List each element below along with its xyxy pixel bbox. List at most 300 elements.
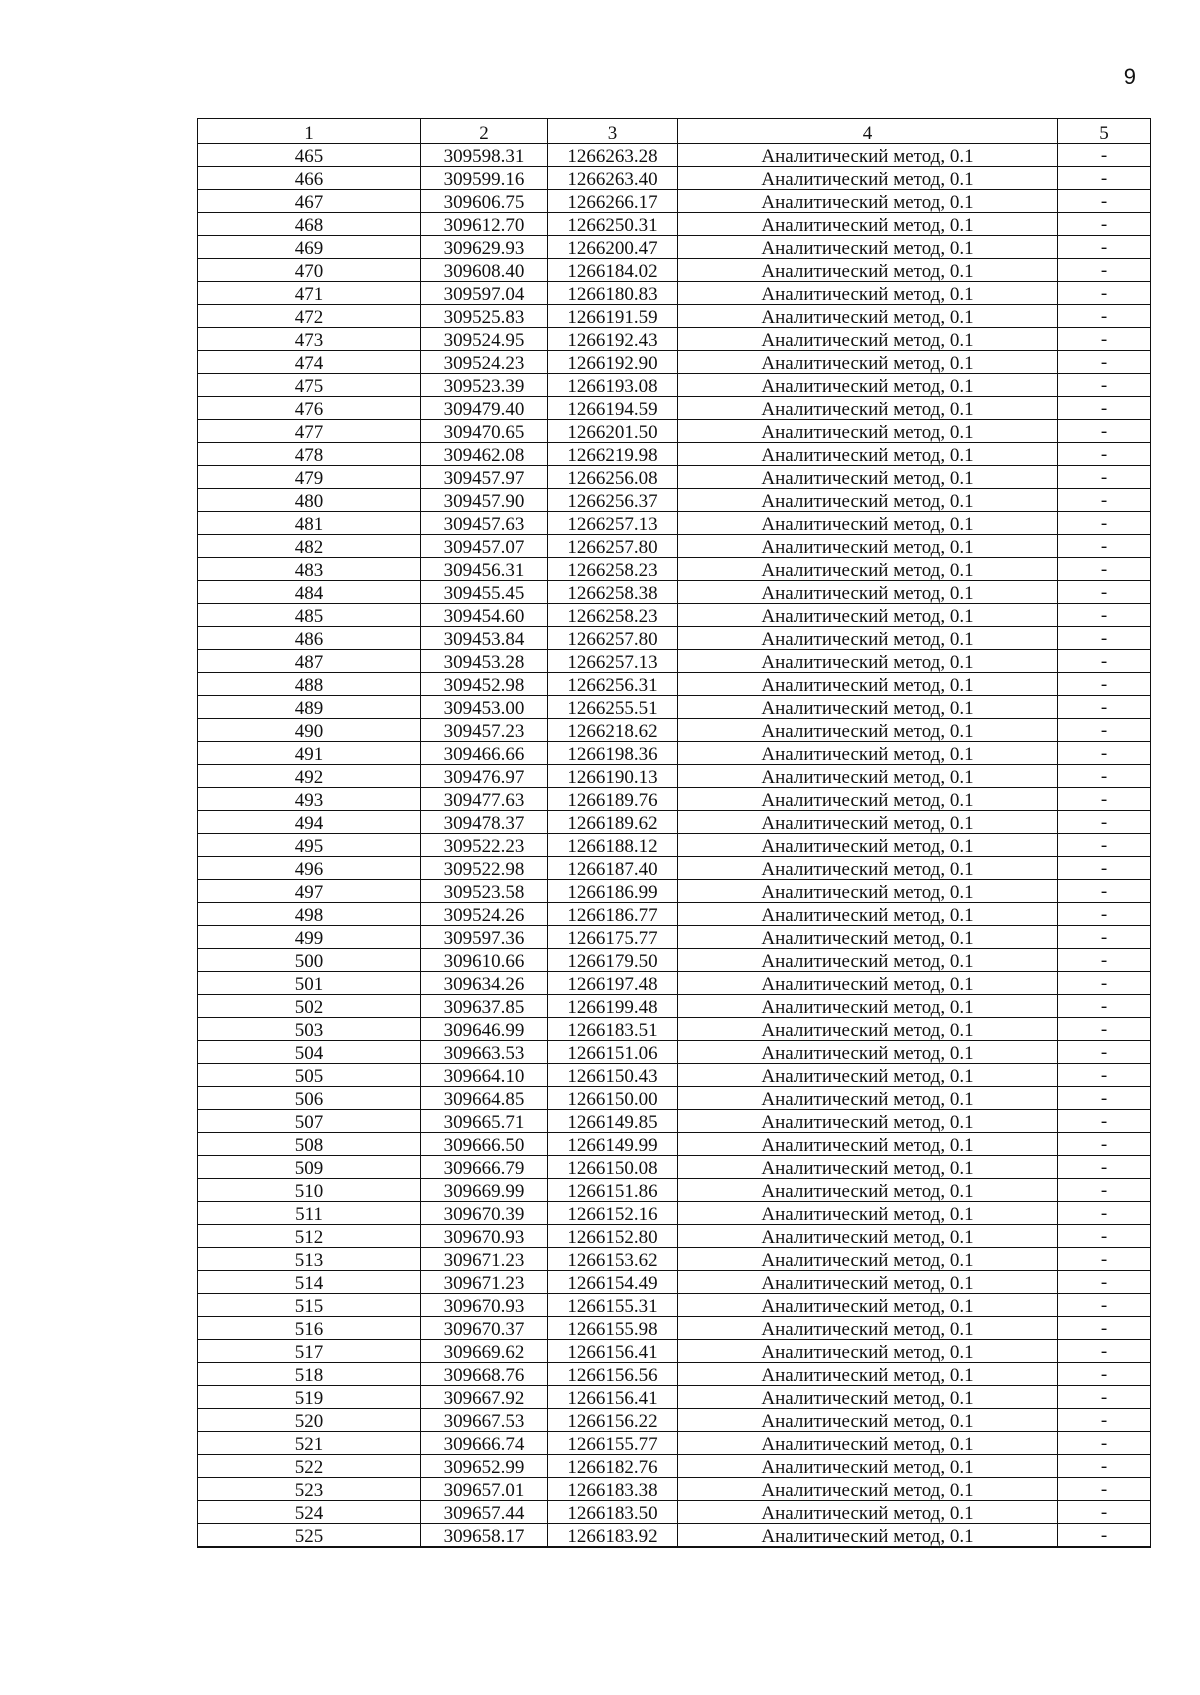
point-number-cell: 519 <box>198 1386 421 1409</box>
table-row <box>198 1294 1151 1317</box>
table-row <box>198 696 1151 719</box>
x-coordinate-cell: 309597.36 <box>421 926 548 949</box>
point-number-cell: 488 <box>198 673 421 696</box>
point-number-cell: 504 <box>198 1041 421 1064</box>
point-number-cell: 467 <box>198 190 421 213</box>
x-coordinate-cell: 309477.63 <box>421 788 548 811</box>
note-cell: - <box>1058 328 1151 351</box>
note-cell: - <box>1058 1248 1151 1271</box>
point-number-cell: 474 <box>198 351 421 374</box>
y-coordinate-cell: 1266183.51 <box>548 1018 678 1041</box>
coordinates-table <box>197 118 1151 1548</box>
point-number-cell: 499 <box>198 926 421 949</box>
x-coordinate-cell: 309670.37 <box>421 1317 548 1340</box>
point-number-cell: 482 <box>198 535 421 558</box>
y-coordinate-cell: 1266258.23 <box>548 558 678 581</box>
method-cell: Аналитический метод, 0.1 <box>678 443 1058 466</box>
point-number-cell: 508 <box>198 1133 421 1156</box>
y-coordinate-cell: 1266183.92 <box>548 1524 678 1548</box>
y-coordinate-cell: 1266154.49 <box>548 1271 678 1294</box>
note-cell: - <box>1058 857 1151 880</box>
table-row <box>198 558 1151 581</box>
y-coordinate-cell: 1266263.40 <box>548 167 678 190</box>
note-cell: - <box>1058 1110 1151 1133</box>
note-cell: - <box>1058 374 1151 397</box>
method-cell: Аналитический метод, 0.1 <box>678 834 1058 857</box>
method-cell: Аналитический метод, 0.1 <box>678 1294 1058 1317</box>
method-cell: Аналитический метод, 0.1 <box>678 1064 1058 1087</box>
point-number-cell: 466 <box>198 167 421 190</box>
x-coordinate-cell: 309608.40 <box>421 259 548 282</box>
x-coordinate-cell: 309457.07 <box>421 535 548 558</box>
y-coordinate-cell: 1266190.13 <box>548 765 678 788</box>
method-cell: Аналитический метод, 0.1 <box>678 949 1058 972</box>
x-coordinate-cell: 309524.26 <box>421 903 548 926</box>
table-row <box>198 420 1151 443</box>
header-cell-3: 3 <box>548 119 678 144</box>
point-number-cell: 470 <box>198 259 421 282</box>
method-cell: Аналитический метод, 0.1 <box>678 880 1058 903</box>
point-number-cell: 485 <box>198 604 421 627</box>
x-coordinate-cell: 309658.17 <box>421 1524 548 1548</box>
y-coordinate-cell: 1266156.41 <box>548 1340 678 1363</box>
x-coordinate-cell: 309457.90 <box>421 489 548 512</box>
y-coordinate-cell: 1266257.13 <box>548 512 678 535</box>
point-number-cell: 472 <box>198 305 421 328</box>
method-cell: Аналитический метод, 0.1 <box>678 1156 1058 1179</box>
method-cell: Аналитический метод, 0.1 <box>678 1248 1058 1271</box>
header-row <box>198 119 1151 144</box>
x-coordinate-cell: 309457.63 <box>421 512 548 535</box>
table-row <box>198 1110 1151 1133</box>
x-coordinate-cell: 309663.53 <box>421 1041 548 1064</box>
method-cell: Аналитический метод, 0.1 <box>678 1317 1058 1340</box>
table-row <box>198 1501 1151 1524</box>
point-number-cell: 475 <box>198 374 421 397</box>
x-coordinate-cell: 309599.16 <box>421 167 548 190</box>
x-coordinate-cell: 309612.70 <box>421 213 548 236</box>
note-cell: - <box>1058 466 1151 489</box>
header-cell-4: 4 <box>678 119 1058 144</box>
method-cell: Аналитический метод, 0.1 <box>678 1087 1058 1110</box>
point-number-cell: 492 <box>198 765 421 788</box>
method-cell: Аналитический метод, 0.1 <box>678 719 1058 742</box>
point-number-cell: 469 <box>198 236 421 259</box>
table-row <box>198 1432 1151 1455</box>
x-coordinate-cell: 309452.98 <box>421 673 548 696</box>
point-number-cell: 487 <box>198 650 421 673</box>
note-cell: - <box>1058 282 1151 305</box>
table-row <box>198 1248 1151 1271</box>
point-number-cell: 524 <box>198 1501 421 1524</box>
y-coordinate-cell: 1266263.28 <box>548 144 678 167</box>
note-cell: - <box>1058 627 1151 650</box>
table-header <box>198 119 1151 144</box>
method-cell: Аналитический метод, 0.1 <box>678 558 1058 581</box>
y-coordinate-cell: 1266149.85 <box>548 1110 678 1133</box>
x-coordinate-cell: 309523.58 <box>421 880 548 903</box>
method-cell: Аналитический метод, 0.1 <box>678 811 1058 834</box>
method-cell: Аналитический метод, 0.1 <box>678 282 1058 305</box>
y-coordinate-cell: 1266186.99 <box>548 880 678 903</box>
x-coordinate-cell: 309598.31 <box>421 144 548 167</box>
x-coordinate-cell: 309667.53 <box>421 1409 548 1432</box>
x-coordinate-cell: 309478.37 <box>421 811 548 834</box>
method-cell: Аналитический метод, 0.1 <box>678 696 1058 719</box>
point-number-cell: 523 <box>198 1478 421 1501</box>
table-row <box>198 949 1151 972</box>
note-cell: - <box>1058 604 1151 627</box>
point-number-cell: 521 <box>198 1432 421 1455</box>
x-coordinate-cell: 309637.85 <box>421 995 548 1018</box>
method-cell: Аналитический метод, 0.1 <box>678 604 1058 627</box>
note-cell: - <box>1058 1501 1151 1524</box>
table-row <box>198 1455 1151 1478</box>
y-coordinate-cell: 1266255.51 <box>548 696 678 719</box>
point-number-cell: 493 <box>198 788 421 811</box>
x-coordinate-cell: 309470.65 <box>421 420 548 443</box>
table-row <box>198 374 1151 397</box>
x-coordinate-cell: 309462.08 <box>421 443 548 466</box>
y-coordinate-cell: 1266156.22 <box>548 1409 678 1432</box>
y-coordinate-cell: 1266184.02 <box>548 259 678 282</box>
point-number-cell: 507 <box>198 1110 421 1133</box>
table-row <box>198 1018 1151 1041</box>
method-cell: Аналитический метод, 0.1 <box>678 972 1058 995</box>
method-cell: Аналитический метод, 0.1 <box>678 1501 1058 1524</box>
y-coordinate-cell: 1266150.08 <box>548 1156 678 1179</box>
method-cell: Аналитический метод, 0.1 <box>678 1202 1058 1225</box>
table-row <box>198 443 1151 466</box>
x-coordinate-cell: 309646.99 <box>421 1018 548 1041</box>
point-number-cell: 513 <box>198 1248 421 1271</box>
point-number-cell: 494 <box>198 811 421 834</box>
point-number-cell: 486 <box>198 627 421 650</box>
note-cell: - <box>1058 1409 1151 1432</box>
table-row <box>198 880 1151 903</box>
method-cell: Аналитический метод, 0.1 <box>678 1133 1058 1156</box>
x-coordinate-cell: 309453.84 <box>421 627 548 650</box>
table-row <box>198 765 1151 788</box>
y-coordinate-cell: 1266256.08 <box>548 466 678 489</box>
header-cell-1: 1 <box>198 119 421 144</box>
point-number-cell: 477 <box>198 420 421 443</box>
note-cell: - <box>1058 650 1151 673</box>
x-coordinate-cell: 309664.85 <box>421 1087 548 1110</box>
x-coordinate-cell: 309634.26 <box>421 972 548 995</box>
y-coordinate-cell: 1266192.43 <box>548 328 678 351</box>
y-coordinate-cell: 1266218.62 <box>548 719 678 742</box>
y-coordinate-cell: 1266186.77 <box>548 903 678 926</box>
point-number-cell: 495 <box>198 834 421 857</box>
method-cell: Аналитический метод, 0.1 <box>678 1018 1058 1041</box>
y-coordinate-cell: 1266258.23 <box>548 604 678 627</box>
note-cell: - <box>1058 190 1151 213</box>
note-cell: - <box>1058 1363 1151 1386</box>
note-cell: - <box>1058 1064 1151 1087</box>
point-number-cell: 509 <box>198 1156 421 1179</box>
note-cell: - <box>1058 742 1151 765</box>
method-cell: Аналитический метод, 0.1 <box>678 673 1058 696</box>
page-number: 9 <box>1123 64 1136 89</box>
method-cell: Аналитический метод, 0.1 <box>678 581 1058 604</box>
point-number-cell: 510 <box>198 1179 421 1202</box>
table-row <box>198 926 1151 949</box>
note-cell: - <box>1058 351 1151 374</box>
x-coordinate-cell: 309665.71 <box>421 1110 548 1133</box>
y-coordinate-cell: 1266155.31 <box>548 1294 678 1317</box>
note-cell: - <box>1058 397 1151 420</box>
method-cell: Аналитический метод, 0.1 <box>678 765 1058 788</box>
method-cell: Аналитический метод, 0.1 <box>678 995 1058 1018</box>
note-cell: - <box>1058 1179 1151 1202</box>
table-row <box>198 811 1151 834</box>
table-row <box>198 1524 1151 1548</box>
note-cell: - <box>1058 167 1151 190</box>
y-coordinate-cell: 1266257.80 <box>548 627 678 650</box>
y-coordinate-cell: 1266266.17 <box>548 190 678 213</box>
point-number-cell: 498 <box>198 903 421 926</box>
note-cell: - <box>1058 1225 1151 1248</box>
y-coordinate-cell: 1266187.40 <box>548 857 678 880</box>
y-coordinate-cell: 1266151.06 <box>548 1041 678 1064</box>
table-row <box>198 1156 1151 1179</box>
note-cell: - <box>1058 1018 1151 1041</box>
x-coordinate-cell: 309668.76 <box>421 1363 548 1386</box>
y-coordinate-cell: 1266152.16 <box>548 1202 678 1225</box>
note-cell: - <box>1058 673 1151 696</box>
note-cell: - <box>1058 489 1151 512</box>
y-coordinate-cell: 1266156.41 <box>548 1386 678 1409</box>
table-row <box>198 213 1151 236</box>
method-cell: Аналитический метод, 0.1 <box>678 259 1058 282</box>
x-coordinate-cell: 309657.44 <box>421 1501 548 1524</box>
x-coordinate-cell: 309670.93 <box>421 1294 548 1317</box>
method-cell: Аналитический метод, 0.1 <box>678 167 1058 190</box>
note-cell: - <box>1058 558 1151 581</box>
y-coordinate-cell: 1266153.62 <box>548 1248 678 1271</box>
method-cell: Аналитический метод, 0.1 <box>678 1271 1058 1294</box>
note-cell: - <box>1058 1271 1151 1294</box>
table-row <box>198 236 1151 259</box>
table-row <box>198 719 1151 742</box>
y-coordinate-cell: 1266188.12 <box>548 834 678 857</box>
x-coordinate-cell: 309453.28 <box>421 650 548 673</box>
method-cell: Аналитический метод, 0.1 <box>678 1386 1058 1409</box>
x-coordinate-cell: 309629.93 <box>421 236 548 259</box>
table-row <box>198 144 1151 167</box>
point-number-cell: 465 <box>198 144 421 167</box>
table-row <box>198 1409 1151 1432</box>
table-row <box>198 305 1151 328</box>
table-row <box>198 627 1151 650</box>
y-coordinate-cell: 1266201.50 <box>548 420 678 443</box>
note-cell: - <box>1058 512 1151 535</box>
table-row <box>198 167 1151 190</box>
x-coordinate-cell: 309453.00 <box>421 696 548 719</box>
x-coordinate-cell: 309479.40 <box>421 397 548 420</box>
point-number-cell: 497 <box>198 880 421 903</box>
table-row <box>198 1064 1151 1087</box>
method-cell: Аналитический метод, 0.1 <box>678 1409 1058 1432</box>
point-number-cell: 512 <box>198 1225 421 1248</box>
method-cell: Аналитический метод, 0.1 <box>678 1179 1058 1202</box>
point-number-cell: 515 <box>198 1294 421 1317</box>
note-cell: - <box>1058 880 1151 903</box>
point-number-cell: 522 <box>198 1455 421 1478</box>
table-row <box>198 535 1151 558</box>
note-cell: - <box>1058 305 1151 328</box>
table-row <box>198 788 1151 811</box>
note-cell: - <box>1058 1294 1151 1317</box>
note-cell: - <box>1058 1524 1151 1548</box>
table-row <box>198 1202 1151 1225</box>
header-cell-5: 5 <box>1058 119 1151 144</box>
x-coordinate-cell: 309524.95 <box>421 328 548 351</box>
x-coordinate-cell: 309466.66 <box>421 742 548 765</box>
x-coordinate-cell: 309670.93 <box>421 1225 548 1248</box>
x-coordinate-cell: 309670.39 <box>421 1202 548 1225</box>
table-row <box>198 1087 1151 1110</box>
x-coordinate-cell: 309524.23 <box>421 351 548 374</box>
method-cell: Аналитический метод, 0.1 <box>678 190 1058 213</box>
point-number-cell: 516 <box>198 1317 421 1340</box>
x-coordinate-cell: 309457.23 <box>421 719 548 742</box>
note-cell: - <box>1058 1087 1151 1110</box>
table-row <box>198 190 1151 213</box>
y-coordinate-cell: 1266199.48 <box>548 995 678 1018</box>
point-number-cell: 478 <box>198 443 421 466</box>
x-coordinate-cell: 309457.97 <box>421 466 548 489</box>
y-coordinate-cell: 1266189.76 <box>548 788 678 811</box>
y-coordinate-cell: 1266194.59 <box>548 397 678 420</box>
table-row <box>198 1363 1151 1386</box>
point-number-cell: 517 <box>198 1340 421 1363</box>
table-row <box>198 1225 1151 1248</box>
table-row <box>198 328 1151 351</box>
method-cell: Аналитический метод, 0.1 <box>678 788 1058 811</box>
x-coordinate-cell: 309610.66 <box>421 949 548 972</box>
y-coordinate-cell: 1266150.00 <box>548 1087 678 1110</box>
x-coordinate-cell: 309669.62 <box>421 1340 548 1363</box>
x-coordinate-cell: 309652.99 <box>421 1455 548 1478</box>
note-cell: - <box>1058 259 1151 282</box>
method-cell: Аналитический метод, 0.1 <box>678 512 1058 535</box>
table-row <box>198 1271 1151 1294</box>
note-cell: - <box>1058 144 1151 167</box>
y-coordinate-cell: 1266149.99 <box>548 1133 678 1156</box>
point-number-cell: 480 <box>198 489 421 512</box>
point-number-cell: 491 <box>198 742 421 765</box>
y-coordinate-cell: 1266200.47 <box>548 236 678 259</box>
y-coordinate-cell: 1266180.83 <box>548 282 678 305</box>
point-number-cell: 518 <box>198 1363 421 1386</box>
x-coordinate-cell: 309666.79 <box>421 1156 548 1179</box>
point-number-cell: 471 <box>198 282 421 305</box>
note-cell: - <box>1058 903 1151 926</box>
x-coordinate-cell: 309667.92 <box>421 1386 548 1409</box>
y-coordinate-cell: 1266256.31 <box>548 673 678 696</box>
note-cell: - <box>1058 236 1151 259</box>
table-row <box>198 1179 1151 1202</box>
note-cell: - <box>1058 1041 1151 1064</box>
point-number-cell: 489 <box>198 696 421 719</box>
point-number-cell: 490 <box>198 719 421 742</box>
y-coordinate-cell: 1266193.08 <box>548 374 678 397</box>
note-cell: - <box>1058 420 1151 443</box>
note-cell: - <box>1058 1386 1151 1409</box>
x-coordinate-cell: 309597.04 <box>421 282 548 305</box>
y-coordinate-cell: 1266175.77 <box>548 926 678 949</box>
table-row <box>198 857 1151 880</box>
x-coordinate-cell: 309657.01 <box>421 1478 548 1501</box>
method-cell: Аналитический метод, 0.1 <box>678 351 1058 374</box>
table-row <box>198 650 1151 673</box>
x-coordinate-cell: 309606.75 <box>421 190 548 213</box>
method-cell: Аналитический метод, 0.1 <box>678 397 1058 420</box>
x-coordinate-cell: 309522.23 <box>421 834 548 857</box>
table-row <box>198 466 1151 489</box>
x-coordinate-cell: 309666.74 <box>421 1432 548 1455</box>
note-cell: - <box>1058 788 1151 811</box>
method-cell: Аналитический метод, 0.1 <box>678 742 1058 765</box>
point-number-cell: 520 <box>198 1409 421 1432</box>
note-cell: - <box>1058 696 1151 719</box>
x-coordinate-cell: 309454.60 <box>421 604 548 627</box>
table-body <box>198 144 1151 1548</box>
method-cell: Аналитический метод, 0.1 <box>678 420 1058 443</box>
method-cell: Аналитический метод, 0.1 <box>678 489 1058 512</box>
point-number-cell: 496 <box>198 857 421 880</box>
method-cell: Аналитический метод, 0.1 <box>678 1455 1058 1478</box>
y-coordinate-cell: 1266258.38 <box>548 581 678 604</box>
point-number-cell: 503 <box>198 1018 421 1041</box>
x-coordinate-cell: 309523.39 <box>421 374 548 397</box>
method-cell: Аналитический метод, 0.1 <box>678 1225 1058 1248</box>
point-number-cell: 501 <box>198 972 421 995</box>
note-cell: - <box>1058 949 1151 972</box>
point-number-cell: 476 <box>198 397 421 420</box>
method-cell: Аналитический метод, 0.1 <box>678 1478 1058 1501</box>
table-row <box>198 604 1151 627</box>
x-coordinate-cell: 309671.23 <box>421 1248 548 1271</box>
method-cell: Аналитический метод, 0.1 <box>678 328 1058 351</box>
method-cell: Аналитический метод, 0.1 <box>678 1110 1058 1133</box>
note-cell: - <box>1058 1202 1151 1225</box>
method-cell: Аналитический метод, 0.1 <box>678 926 1058 949</box>
header-cell-2: 2 <box>421 119 548 144</box>
y-coordinate-cell: 1266219.98 <box>548 443 678 466</box>
method-cell: Аналитический метод, 0.1 <box>678 236 1058 259</box>
point-number-cell: 502 <box>198 995 421 1018</box>
y-coordinate-cell: 1266156.56 <box>548 1363 678 1386</box>
note-cell: - <box>1058 213 1151 236</box>
method-cell: Аналитический метод, 0.1 <box>678 1363 1058 1386</box>
y-coordinate-cell: 1266250.31 <box>548 213 678 236</box>
method-cell: Аналитический метод, 0.1 <box>678 903 1058 926</box>
y-coordinate-cell: 1266256.37 <box>548 489 678 512</box>
table-row <box>198 1478 1151 1501</box>
table-row <box>198 903 1151 926</box>
x-coordinate-cell: 309456.31 <box>421 558 548 581</box>
note-cell: - <box>1058 1432 1151 1455</box>
point-number-cell: 468 <box>198 213 421 236</box>
note-cell: - <box>1058 811 1151 834</box>
method-cell: Аналитический метод, 0.1 <box>678 1524 1058 1548</box>
y-coordinate-cell: 1266197.48 <box>548 972 678 995</box>
y-coordinate-cell: 1266151.86 <box>548 1179 678 1202</box>
x-coordinate-cell: 309666.50 <box>421 1133 548 1156</box>
